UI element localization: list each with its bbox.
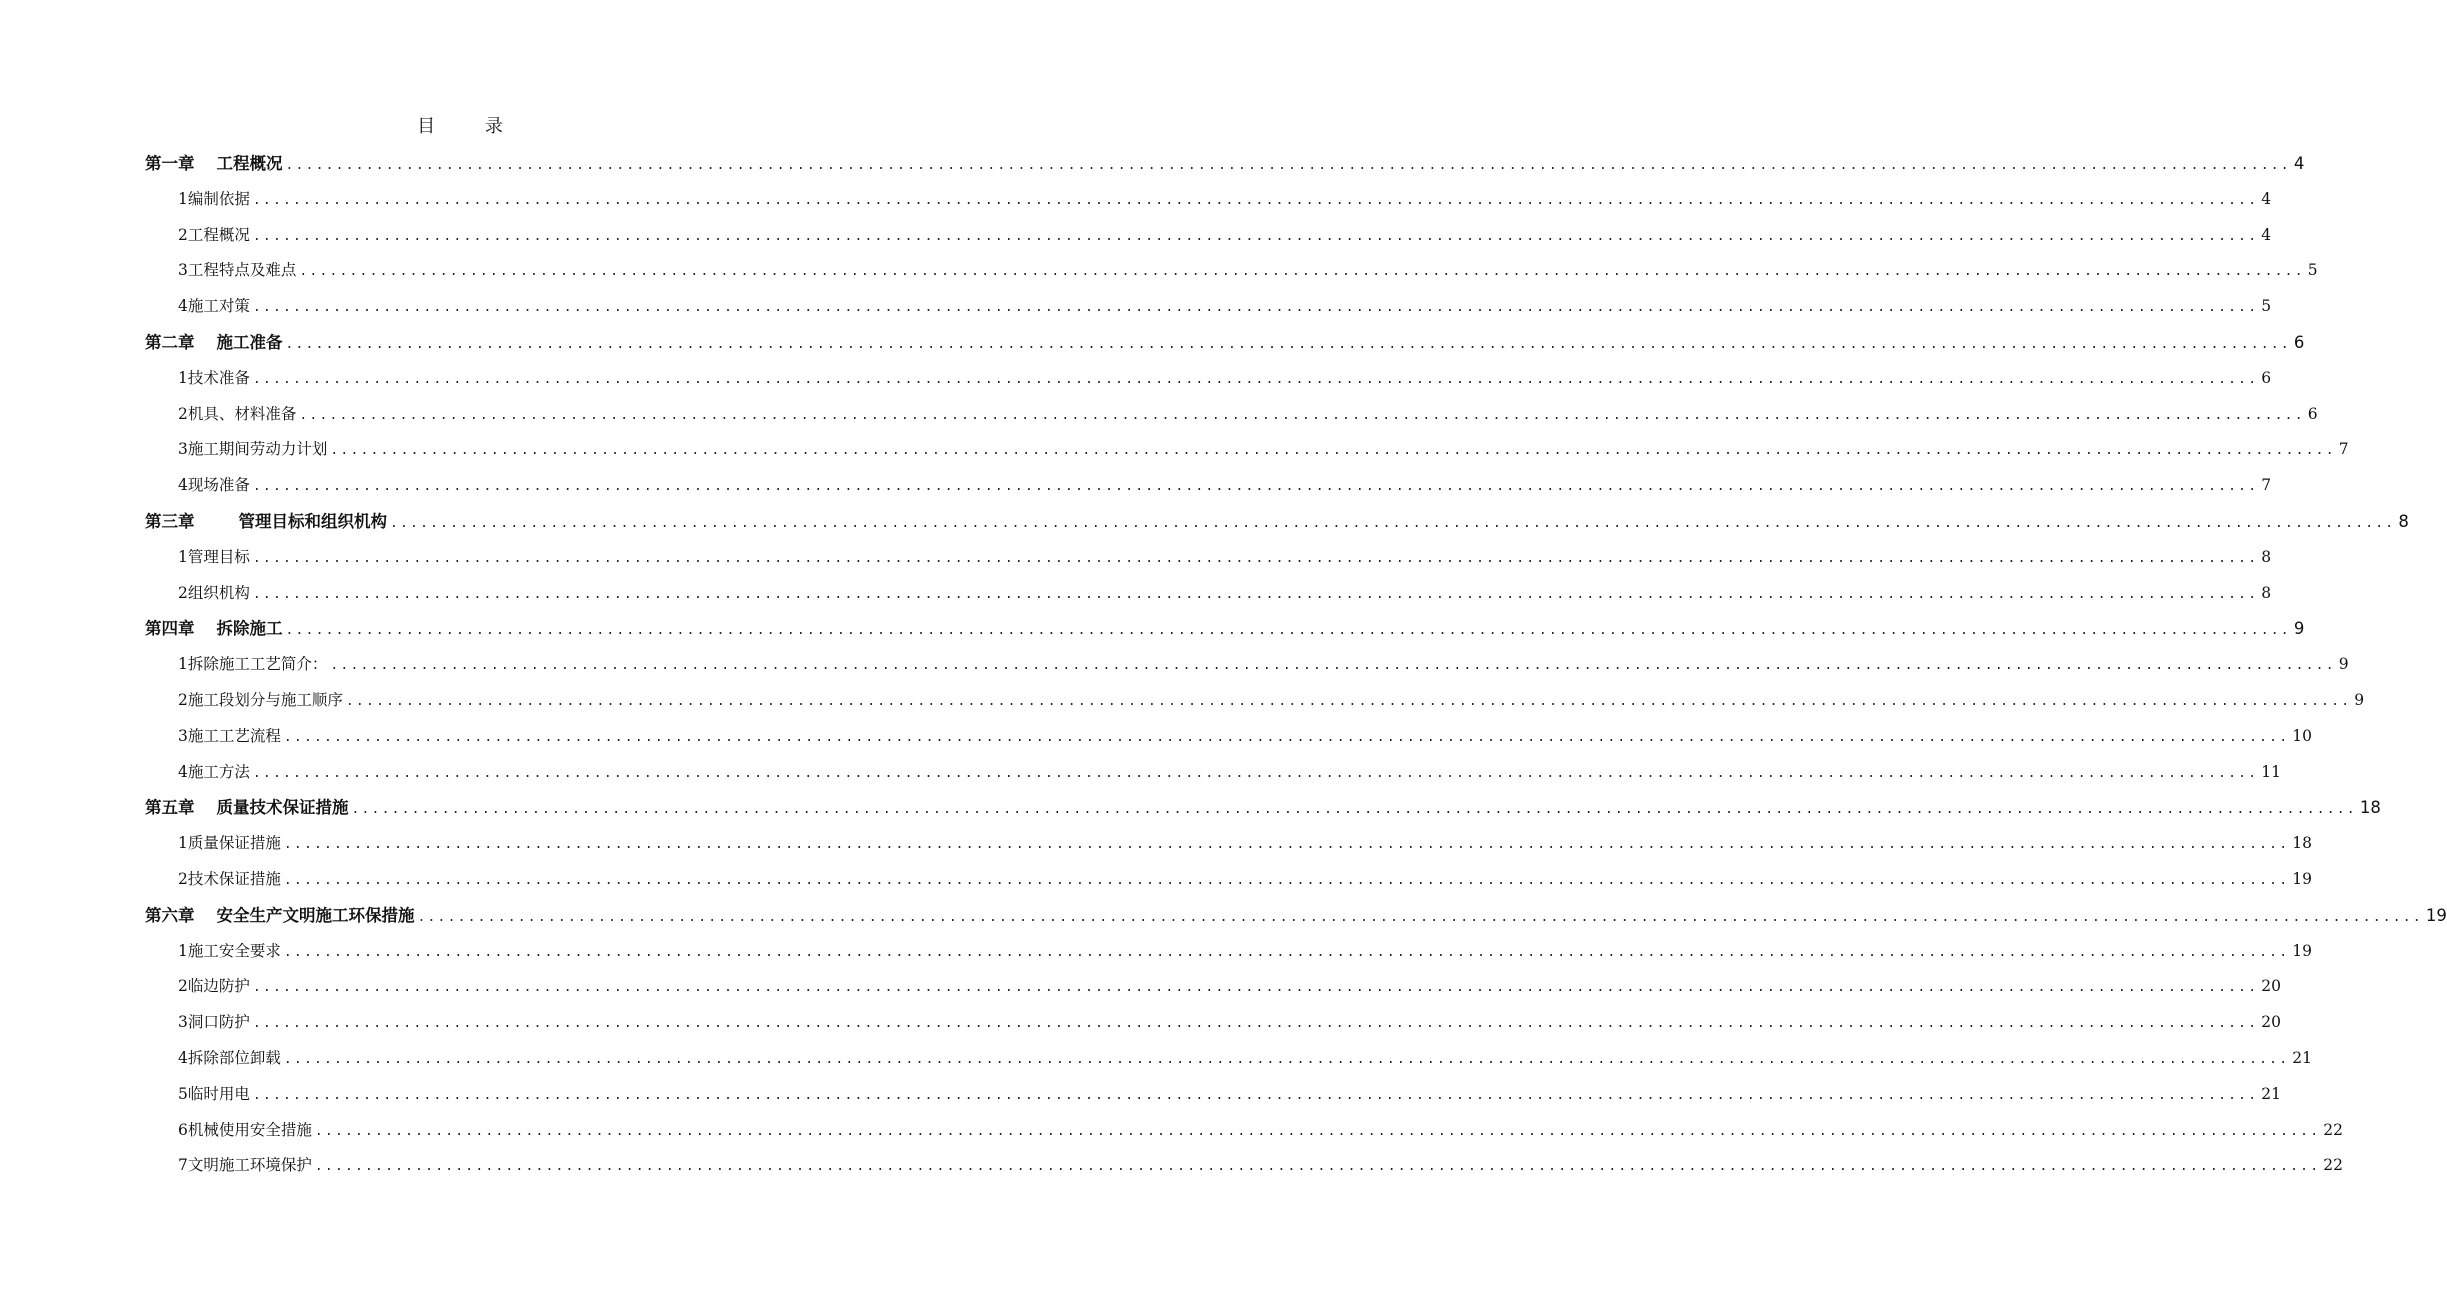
- toc-section-entry[interactable]: [145, 1005, 2281, 1041]
- toc-section-entry[interactable]: [145, 432, 2349, 468]
- toc-entry-number: 1: [178, 368, 188, 387]
- toc-entry-number: 第六章: [145, 905, 195, 925]
- toc-entry-number: 2: [178, 225, 188, 244]
- toc-page-number: 10: [2292, 726, 2312, 745]
- toc-entry-number: 1: [178, 655, 188, 674]
- toc-dot-leader: ........................................................................................................................................................................................................: [299, 407, 2305, 423]
- toc-page-number: 8: [2398, 511, 2409, 531]
- toc-entry-number: 4: [178, 1048, 188, 1067]
- toc-entry-title: 施工工艺流程: [187, 726, 281, 745]
- toc-entry-title: 施工期间劳动力计划: [187, 440, 328, 459]
- toc-dot-leader: ........................................................................................................................................................................................................: [390, 515, 2396, 531]
- toc-page-number: 8: [2261, 547, 2272, 566]
- toc-entry-title: 施工段划分与施工顺序: [187, 690, 343, 709]
- toc-page-number: 11: [2261, 762, 2281, 781]
- toc-entry-number: 2: [178, 977, 188, 996]
- toc-entry-number: 3: [178, 261, 188, 280]
- toc-entry-title: 工程概况: [216, 154, 283, 173]
- toc-page-number: 22: [2323, 1120, 2343, 1139]
- toc-entry-number: 第三章: [145, 511, 195, 531]
- toc-entry-title: 施工准备: [216, 332, 283, 352]
- toc-entry-title: 施工安全要求: [187, 941, 281, 960]
- toc-section-entry[interactable]: [145, 397, 2318, 433]
- toc-dot-leader: ........................................................................................................................................................................................................: [314, 1123, 2321, 1139]
- toc-dot-leader: ........................................................................................................................................................................................................: [285, 623, 2291, 639]
- toc-page-number: 6: [2307, 404, 2318, 423]
- toc-entry-title: 现场准备: [187, 476, 250, 495]
- toc-dot-leader: ........................................................................................................................................................................................................: [345, 693, 2352, 709]
- toc-page-number: 20: [2261, 1013, 2281, 1032]
- toc-dot-leader: ........................................................................................................................................................................................................: [283, 837, 2290, 853]
- toc-page-number: 6: [2293, 332, 2305, 352]
- toc-dot-leader: ........................................................................................................................................................................................................: [252, 300, 2259, 316]
- toc-entry-title: 工程概况: [187, 225, 250, 244]
- toc-entry-title: 临时用电: [187, 1084, 250, 1103]
- toc-entry-number: 1: [178, 189, 188, 208]
- toc-section-entry[interactable]: [145, 576, 2272, 612]
- toc-section-entry[interactable]: [145, 683, 2365, 719]
- toc-entry-number: 2: [178, 690, 188, 709]
- toc-entry-number: 3: [178, 1013, 188, 1032]
- toc-dot-leader: ........................................................................................................................................................................................................: [283, 872, 2290, 888]
- toc-entry-number: 1: [178, 834, 188, 853]
- toc-entry-title: 技术保证措施: [187, 869, 281, 888]
- toc-section-entry[interactable]: [145, 1041, 2312, 1077]
- toc-entry-number: 2: [178, 869, 188, 888]
- toc-dot-leader: ........................................................................................................................................................................................................: [252, 586, 2259, 602]
- toc-dot-leader: ........................................................................................................................................................................................................: [252, 765, 2259, 781]
- toc-entry-number: 4: [178, 297, 188, 316]
- toc-dot-leader: ........................................................................................................................................................................................................: [330, 658, 2336, 674]
- toc-page-number: 4: [2261, 189, 2272, 208]
- toc-section-entry[interactable]: [145, 253, 2318, 289]
- toc-chapter-entry[interactable]: [145, 611, 2305, 647]
- toc-entry-title: 机具、材料准备: [187, 404, 297, 423]
- toc-page-number: 7: [2338, 440, 2349, 459]
- toc-dot-leader: ........................................................................................................................................................................................................: [285, 158, 2291, 173]
- toc-chapter-entry[interactable]: [145, 898, 2447, 934]
- toc-entry-title: 洞口防护: [187, 1013, 250, 1032]
- toc-section-entry[interactable]: [145, 1077, 2281, 1113]
- toc-page-number: 19: [2292, 941, 2312, 960]
- toc-entry-title: 拆除施工工艺简介：: [187, 655, 328, 674]
- toc-page-number: 7: [2261, 476, 2272, 495]
- toc-entry-number: 3: [178, 726, 188, 745]
- toc-entry-title: 管理目标和组织机构: [238, 511, 387, 531]
- toc-entry-title: 工程特点及难点: [187, 261, 297, 280]
- toc-section-entry[interactable]: [145, 826, 2312, 862]
- toc-section-entry[interactable]: [145, 934, 2312, 970]
- toc-dot-leader: ........................................................................................................................................................................................................: [252, 980, 2259, 996]
- toc-dot-leader: ........................................................................................................................................................................................................: [285, 336, 2291, 352]
- toc-entry-title: 拆除施工: [216, 619, 283, 639]
- toc-entry-number: 第一章: [145, 154, 195, 173]
- toc-dot-leader: ........................................................................................................................................................................................................: [417, 909, 2423, 925]
- toc-dot-leader: ........................................................................................................................................................................................................: [299, 264, 2305, 280]
- toc-entry-title: 质量保证措施: [187, 834, 281, 853]
- toc-entry-title: 安全生产文明施工环保措施: [216, 905, 415, 925]
- toc-dot-leader: ........................................................................................................................................................................................................: [314, 1159, 2321, 1175]
- toc-section-entry[interactable]: [145, 361, 2272, 397]
- toc-entry-title: 文明施工环境保护: [187, 1156, 312, 1175]
- toc-page-number: 4: [2293, 154, 2305, 173]
- toc-page-number: 9: [2354, 690, 2365, 709]
- toc-section-entry[interactable]: [145, 289, 2272, 325]
- toc-entry-title: 质量技术保证措施: [216, 798, 349, 818]
- toc-entry-title: 拆除部位卸载: [187, 1048, 281, 1067]
- toc-entry-number: 2: [178, 404, 188, 423]
- toc-dot-leader: ........................................................................................................................................................................................................: [283, 1051, 2290, 1067]
- toc-dot-leader: ........................................................................................................................................................................................................: [283, 944, 2290, 960]
- toc-section-entry[interactable]: [145, 468, 2272, 504]
- toc-dot-leader: ........................................................................................................................................................................................................: [283, 729, 2290, 745]
- toc-dot-leader: ........................................................................................................................................................................................................: [252, 192, 2259, 208]
- toc-section-entry[interactable]: [145, 1148, 2343, 1184]
- toc-page-number: 18: [2359, 798, 2381, 818]
- toc-entry-number: 4: [178, 762, 188, 781]
- toc-page-number: 5: [2261, 297, 2272, 316]
- toc-entry-title: 编制依据: [187, 189, 250, 208]
- toc-section-entry[interactable]: [145, 719, 2312, 755]
- toc-section-entry[interactable]: [145, 969, 2281, 1005]
- toc-page-number: 20: [2261, 977, 2281, 996]
- toc-section-entry[interactable]: [145, 647, 2349, 683]
- toc-dot-leader: ........................................................................................................................................................................................................: [252, 1016, 2259, 1032]
- toc-entry-number: 7: [178, 1156, 188, 1175]
- toc-entry-number: 3: [178, 440, 188, 459]
- toc-section-entry[interactable]: [145, 755, 2281, 791]
- toc-dot-leader: ........................................................................................................................................................................................................: [252, 550, 2259, 566]
- toc-entry-number: 2: [178, 583, 188, 602]
- toc-dot-leader: ........................................................................................................................................................................................................: [351, 802, 2357, 818]
- table-of-contents: [145, 146, 2447, 1184]
- toc-page-number: 22: [2323, 1156, 2343, 1175]
- toc-entry-number: 6: [178, 1120, 188, 1139]
- toc-entry-number: 第四章: [145, 619, 195, 639]
- toc-dot-leader: ........................................................................................................................................................................................................: [252, 228, 2259, 244]
- toc-entry-title: 机械使用安全措施: [187, 1120, 312, 1139]
- toc-entry-title: 组织机构: [187, 583, 250, 602]
- toc-dot-leader: ........................................................................................................................................................................................................: [252, 1087, 2259, 1103]
- toc-page-number: 18: [2292, 834, 2312, 853]
- toc-page-number: 21: [2292, 1048, 2312, 1067]
- toc-chapter-entry[interactable]: [145, 790, 2381, 826]
- toc-entry-title: 施工对策: [187, 297, 250, 316]
- toc-entry-title: 临边防护: [187, 977, 250, 996]
- toc-entry-title: 管理目标: [187, 547, 250, 566]
- toc-title: 目 录: [417, 116, 525, 137]
- toc-entry-number: 1: [178, 547, 188, 566]
- toc-section-entry[interactable]: [145, 1113, 2343, 1149]
- toc-entry-number: 1: [178, 941, 188, 960]
- toc-page-number: 9: [2338, 655, 2349, 674]
- toc-chapter-entry[interactable]: [145, 146, 2305, 182]
- toc-entry-title: 技术准备: [187, 368, 250, 387]
- toc-entry-number: 4: [178, 476, 188, 495]
- toc-entry-number: 5: [178, 1084, 188, 1103]
- toc-page-number: 6: [2261, 368, 2272, 387]
- toc-chapter-entry[interactable]: [145, 504, 2409, 540]
- toc-entry-number: 第二章: [145, 332, 195, 352]
- toc-dot-leader: ........................................................................................................................................................................................................: [252, 479, 2259, 495]
- toc-page-number: 19: [2292, 869, 2312, 888]
- toc-page-number: 5: [2307, 261, 2318, 280]
- toc-page-number: 19: [2425, 905, 2447, 925]
- toc-entry-title: 施工方法: [187, 762, 250, 781]
- toc-dot-leader: ........................................................................................................................................................................................................: [252, 371, 2259, 387]
- toc-page-number: 8: [2261, 583, 2272, 602]
- toc-entry-number: 第五章: [145, 798, 195, 818]
- toc-dot-leader: ........................................................................................................................................................................................................: [330, 443, 2336, 459]
- toc-page-number: 4: [2261, 225, 2272, 244]
- toc-page-number: 9: [2293, 619, 2305, 639]
- toc-page-number: 21: [2261, 1084, 2281, 1103]
- toc-section-entry[interactable]: [145, 218, 2272, 254]
- toc-section-entry[interactable]: [145, 540, 2272, 576]
- toc-section-entry[interactable]: [145, 182, 2272, 218]
- toc-section-entry[interactable]: [145, 862, 2312, 898]
- toc-chapter-entry[interactable]: [145, 325, 2305, 361]
